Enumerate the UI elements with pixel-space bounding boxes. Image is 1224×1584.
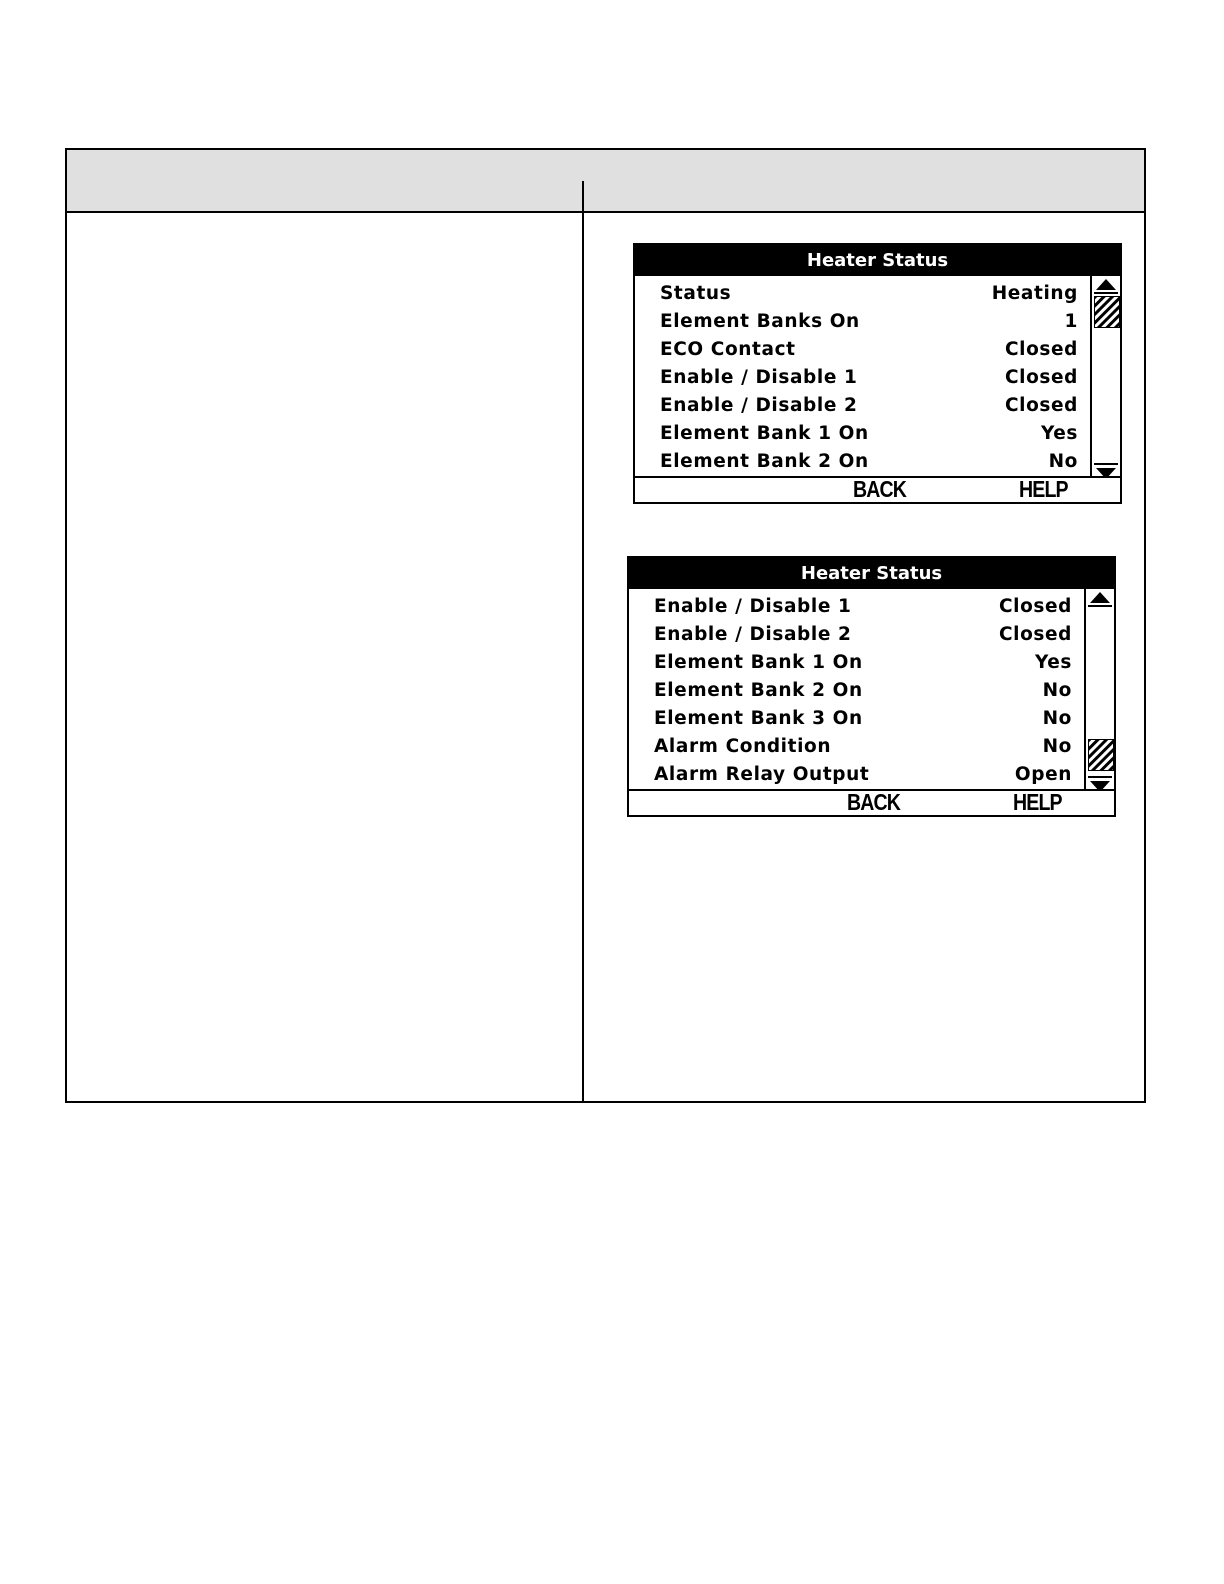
row-label: Enable / Disable 2	[654, 624, 852, 645]
row-value: No	[1048, 451, 1078, 472]
row-value: Closed	[998, 596, 1072, 617]
row-label: Status	[660, 283, 732, 304]
status-row	[629, 648, 1082, 676]
table-title-bar	[67, 150, 1144, 183]
status-list	[635, 279, 1088, 475]
scroll-up-arrow-icon[interactable]	[1088, 589, 1112, 609]
heater-status-screen-2	[627, 556, 1116, 817]
softkey-bar	[635, 476, 1120, 502]
row-value: Closed	[1004, 395, 1078, 416]
row-label: Element Bank 2 On	[660, 451, 869, 472]
row-label: Enable / Disable 1	[654, 596, 852, 617]
status-row	[635, 447, 1088, 475]
status-row	[629, 592, 1082, 620]
row-value: Closed	[998, 624, 1072, 645]
row-value: Closed	[1004, 339, 1078, 360]
status-row	[629, 760, 1082, 788]
row-value: Yes	[1034, 652, 1072, 673]
scrollbar[interactable]	[1084, 589, 1114, 795]
row-value: No	[1042, 736, 1072, 757]
help-button[interactable]: HELP	[1019, 476, 1068, 502]
row-value: No	[1042, 680, 1072, 701]
status-row	[629, 620, 1082, 648]
table-body-right	[584, 213, 1144, 1101]
status-list	[629, 592, 1082, 788]
status-row	[629, 676, 1082, 704]
status-row	[635, 307, 1088, 335]
row-label: Alarm Condition	[654, 736, 832, 757]
status-row	[635, 363, 1088, 391]
row-label: Element Banks On	[660, 311, 860, 332]
status-row	[629, 704, 1082, 732]
row-value: Yes	[1040, 423, 1078, 444]
back-button[interactable]: BACK	[853, 476, 907, 502]
instruction-table	[65, 148, 1146, 1103]
softkey-bar	[629, 789, 1114, 815]
screen-title: Heater Status	[629, 558, 1114, 589]
screen-title: Heater Status	[635, 245, 1120, 276]
row-label: Element Bank 1 On	[660, 423, 869, 444]
status-row	[635, 279, 1088, 307]
status-row	[629, 732, 1082, 760]
row-label: Element Bank 3 On	[654, 708, 863, 729]
table-body-left	[67, 213, 584, 1101]
row-label: Enable / Disable 2	[660, 395, 858, 416]
heater-status-screen-1	[633, 243, 1122, 504]
row-label: Alarm Relay Output	[654, 764, 870, 785]
status-row	[635, 391, 1088, 419]
row-value: 1	[1064, 311, 1078, 332]
row-label: Element Bank 1 On	[654, 652, 863, 673]
row-label: Enable / Disable 1	[660, 367, 858, 388]
scrollbar[interactable]	[1090, 276, 1120, 482]
row-value: No	[1042, 708, 1072, 729]
row-value: Heating	[991, 283, 1078, 304]
status-row	[635, 419, 1088, 447]
row-value: Closed	[1004, 367, 1078, 388]
table-header-left	[67, 181, 584, 213]
help-button[interactable]: HELP	[1013, 789, 1062, 815]
scroll-thumb-icon[interactable]	[1094, 296, 1120, 328]
row-value: Open	[1014, 764, 1072, 785]
back-button[interactable]: BACK	[847, 789, 901, 815]
scroll-thumb-icon[interactable]	[1088, 739, 1114, 771]
status-row	[635, 335, 1088, 363]
table-header-right	[584, 181, 1144, 213]
row-label: Element Bank 2 On	[654, 680, 863, 701]
row-label: ECO Contact	[660, 339, 796, 360]
scroll-up-arrow-icon[interactable]	[1094, 276, 1118, 296]
